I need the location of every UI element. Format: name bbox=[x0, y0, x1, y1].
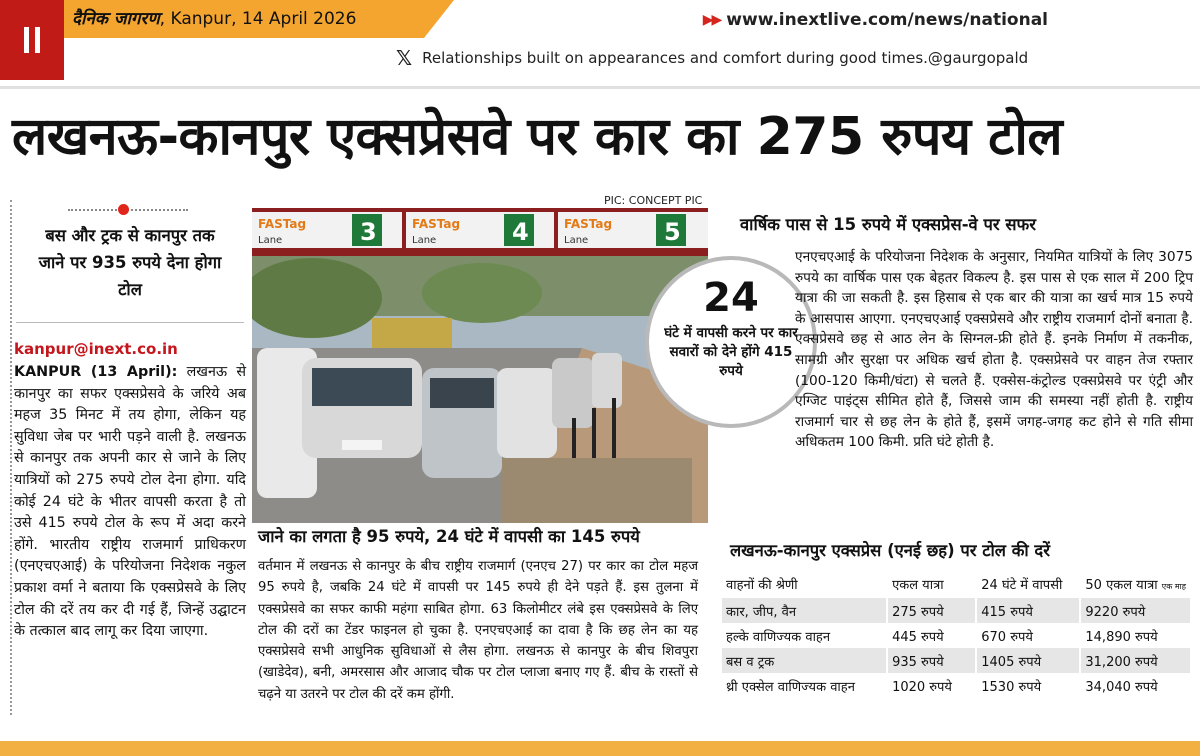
table-cell: 31,200 रुपये bbox=[1080, 648, 1191, 673]
table-cell: हल्के वाणिज्यक वाहन bbox=[722, 623, 887, 648]
toll-plaza-illustration bbox=[252, 208, 708, 523]
lane-number: 3 bbox=[360, 218, 377, 246]
highlight-badge bbox=[645, 256, 817, 428]
column-header-category: वाहनों की श्रेणी bbox=[722, 571, 887, 597]
column-header-monthly bbox=[1080, 571, 1191, 597]
source-url[interactable]: www.inextlive.com/news/national bbox=[726, 10, 1048, 30]
table-cell: 1020 रुपये bbox=[887, 673, 976, 698]
contact-email[interactable]: kanpur@inext.co.in bbox=[14, 340, 178, 358]
lane-label: Lane bbox=[564, 235, 589, 246]
column-header-return: 24 घंटे में वापसी bbox=[976, 571, 1080, 597]
fastag-label: FASTag bbox=[258, 217, 307, 231]
masthead bbox=[72, 6, 356, 29]
table-cell: 670 रुपये bbox=[976, 623, 1080, 648]
toll-rate-table bbox=[722, 571, 1192, 698]
table-cell: बस व ट्रक bbox=[722, 648, 887, 673]
badge-number: 24 bbox=[703, 275, 759, 321]
lane-number: 4 bbox=[512, 218, 529, 246]
toll-plaza-photo bbox=[252, 208, 708, 523]
right-article-body: एनएचएआई के परियोजना निदेशक के अनुसार, नियमित यात्रियों के लिए 3075 रुपये का वार्षिक पास एक बेहतर विकल्प है. इस पास से एक साल में 200 ट्रिप यात्रा की जा सकती है. इस हिसाब से एक बार की यात्रा का खर्च मात्र 15 रुपये के आसपास आएगा. एनएचएआई एक्सप्रेसवे और राष्ट्रीय राजमार्ग दोनों बनाता है. एक्सप्रेसवे छह से आठ लेन के सिग्नल-फ्री होते हैं. इनके निर्माण में तकनीक, सामग्री और सुरक्षा पर अधिक खर्च होता है. एक्सप्रेसवे पर वाहन तेज रफ्तार (100-120 किमी/घंटा) से चलते हैं. एक्सेस-कंट्रोल्ड एक्सप्रेसवे पर एंट्री और एग्जिट पाइंट्स सीमित होते हैं, जिससे जाम की समस्या नहीं होती है. राष्ट्रीय राजमार्ग चार से छह लेन के होते हैं, इसमें जगह-जगह कट होने से गति सीमा अधिकतम 100 किमी. प्रति घंटे होती है. bbox=[795, 249, 1193, 451]
table-row bbox=[722, 597, 1191, 623]
lane-number: 5 bbox=[664, 218, 681, 246]
column-header-single: एकल यात्रा bbox=[887, 571, 976, 597]
fastag-label: FASTag bbox=[412, 217, 461, 231]
table-cell: थ्री एक्सेल वाणिज्यक वाहन bbox=[722, 673, 887, 698]
bottom-band bbox=[0, 741, 1200, 756]
lane-sign-5 bbox=[558, 212, 708, 248]
left-separator bbox=[16, 322, 244, 323]
brand-name: दैनिक जागरण bbox=[72, 9, 160, 29]
x-logo-icon[interactable]: 𝕏 bbox=[396, 46, 413, 70]
city-date: , Kanpur, 14 April 2026 bbox=[159, 9, 357, 29]
table-cell: 935 रुपये bbox=[887, 648, 976, 673]
middle-article-heading: जाने का लगता है 95 रुपये, 24 घंटे में वापसी का 145 रुपये bbox=[258, 527, 640, 546]
decorative-dot-divider bbox=[68, 204, 188, 216]
toll-table-heading: लखनऊ-कानपुर एक्सप्रेस (एनई छह) पर टोल की दरें bbox=[730, 541, 1050, 560]
photo-credit: PIC: CONCEPT PIC bbox=[604, 194, 703, 207]
column-divider bbox=[10, 200, 12, 715]
left-article-body bbox=[14, 362, 246, 643]
header-divider bbox=[0, 86, 1200, 89]
double-chevron-icon: ▶▶ bbox=[702, 12, 721, 28]
left-subhead: बस और ट्रक से कानपुर तक जाने पर 935 रुपये देना होगा टोल bbox=[38, 226, 222, 299]
table-cell: 275 रुपये bbox=[887, 597, 976, 623]
dateline: KANPUR (13 April): bbox=[14, 364, 178, 380]
badge-text: घंटे में वापसी करने पर कार सवारों को देने होंगे 415 रुपये bbox=[664, 325, 798, 379]
fastag-label: FASTag bbox=[564, 217, 613, 231]
quote-line bbox=[396, 46, 1028, 70]
table-cell: 14,890 रुपये bbox=[1080, 623, 1191, 648]
right-article-heading: वार्षिक पास से 15 रुपये में एक्सप्रेस-वे पर सफर bbox=[740, 215, 1036, 234]
column-header-monthly-note: एक माह bbox=[1161, 581, 1186, 591]
source-url-line[interactable] bbox=[703, 10, 1048, 30]
table-row bbox=[722, 673, 1191, 698]
table-cell: 415 रुपये bbox=[976, 597, 1080, 623]
quote-text: Relationships built on appearances and comfort during good times.@gaurgopald bbox=[422, 49, 1029, 67]
column-header-monthly-main: 50 एकल यात्रा bbox=[1085, 577, 1158, 593]
table-row bbox=[722, 648, 1191, 673]
lane-label: Lane bbox=[258, 235, 283, 246]
left-article-text: लखनऊ से कानपुर का सफर एक्सप्रेसवे के जरिये अब महज 35 मिनट में तय होगा, लेकिन यह सुविधा जेब पर भारी पड़ने वाली है. लखनऊ से कानपुर तक अपनी कार से जाने के लिए यात्रियों को 275 रुपये टोल देना होगा. यदि कोई 24 घंटे के भीतर वापसी करता है तो उसे 415 रुपये टोल के रूप में अदा करने होंगे. भारतीय राष्ट्रीय राजमार्ग प्राधिकरण (एनएचएआई) के परियोजना निदेशक नकुल प्रकाश वर्मा ने बताया कि एक्सप्रेसवे के लिए टोल की दरें तय कर दी गई हैं, जिन्हें उद्घाटन के तत्काल बाद लागू कर दिया जाएगा. bbox=[14, 364, 246, 640]
table-cell: 445 रुपये bbox=[887, 623, 976, 648]
lane-sign-4 bbox=[406, 212, 554, 248]
main-headline: लखनऊ-कानपुर एक्सप्रेसवे पर कार का 275 रुपय टोल bbox=[12, 107, 1063, 167]
table-row bbox=[722, 623, 1191, 648]
top-bar bbox=[0, 0, 1200, 90]
table-cell: 34,040 रुपये bbox=[1080, 673, 1191, 698]
table-cell: 1405 रुपये bbox=[976, 648, 1080, 673]
lane-label: Lane bbox=[412, 235, 437, 246]
table-cell: 1530 रुपये bbox=[976, 673, 1080, 698]
lane-sign-3 bbox=[252, 212, 402, 248]
table-header-row bbox=[722, 571, 1191, 597]
middle-article-body: वर्तमान में लखनऊ से कानपुर के बीच राष्ट्रीय राजमार्ग (एनएच 27) पर कार का टोल महज 95 रुपये है, जबकि 24 घंटे में वापसी पर 145 रुपये ही देने पड़ते हैं. इस तुलना में एक्सप्रेसवे का सफर काफी महंगा साबित होगा. 63 किलोमीटर लंबे इस एक्सप्रेसवे के लिए टोल की दरों का टेंडर फाइनल हो चुका है. एनएचएआई का दावा है कि छह लेन का यह एक्सप्रेसवे सभी आधुनिक सुविधाओं से लैस होगा. लखनऊ से कानपुर के बीच शिवपुरा (खाडेदेव), बनी, अमरसास और आजाद चौक पर टोल प्लाजा बनाए गए हैं. बीच के रास्तों से चढ़ने या उतरने पर टोल की दरें कम होंगी. bbox=[258, 559, 698, 702]
table-cell: कार, जीप, वैन bbox=[722, 597, 887, 623]
menu-icon[interactable] bbox=[0, 0, 64, 80]
table-cell: 9220 रुपये bbox=[1080, 597, 1191, 623]
